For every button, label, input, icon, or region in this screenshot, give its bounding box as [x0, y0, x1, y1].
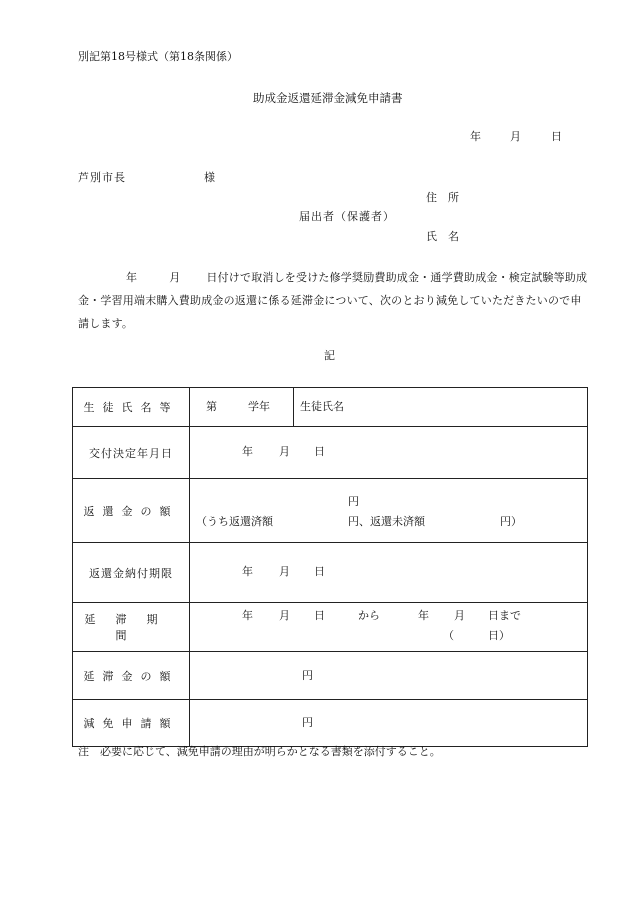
delay-to-day: 日まで	[488, 609, 521, 622]
ki-label: 記	[324, 349, 335, 362]
footnote: 注 必要に応じて、減免申請の理由が明らかとなる書類を添付すること。	[78, 745, 441, 758]
delay-period-value	[190, 603, 588, 652]
student-name-label: 生徒氏名	[300, 400, 344, 413]
delay-to-month: 月	[454, 609, 465, 622]
grade-prefix: 第	[206, 400, 217, 413]
unreturned-label: 円、返還未済額	[348, 515, 425, 528]
notifier-label: 届出者（保護者）	[299, 210, 395, 223]
row-reduction	[73, 700, 588, 747]
reduction-yen: 円	[302, 716, 313, 729]
row-student	[73, 388, 588, 427]
return-yen: 円	[348, 495, 359, 508]
delay-from-day: 日	[314, 609, 325, 622]
reduction-value	[190, 700, 588, 747]
student-value	[190, 388, 588, 427]
delay-from-month: 月	[279, 609, 290, 622]
date-month: 月	[510, 130, 521, 143]
row-decision	[73, 427, 588, 479]
delay-to-year: 年	[418, 609, 429, 622]
delay-days-close: 日）	[488, 629, 510, 642]
row-deadline	[73, 543, 588, 603]
application-table	[72, 387, 588, 747]
grade-suffix: 学年	[248, 400, 270, 413]
unreturned-yen: 円）	[500, 515, 522, 528]
decision-day: 日	[314, 445, 325, 458]
late-fee-yen: 円	[302, 669, 313, 682]
late-fee-value	[190, 652, 588, 700]
row-late-fee	[73, 652, 588, 700]
late-fee-label: 延滞金の額	[73, 652, 190, 700]
deadline-day: 日	[314, 565, 325, 578]
date-day: 日	[551, 130, 562, 143]
body-text: 日付けで取消しを受けた修学奨励費助成金・通学費助成金・検定試験等助成金・学習用端末購入費助成金の返還に係る延滞金について、次のとおり減免していただきたいので申請します。	[78, 271, 588, 330]
deadline-year: 年	[242, 565, 253, 578]
addressee-mayor: 芦別市長	[78, 171, 126, 184]
name-label: 氏 名	[426, 230, 459, 243]
grade-divider	[293, 388, 294, 426]
reduction-label: 減免申請額	[73, 700, 190, 747]
student-label: 生徒氏名等	[73, 388, 190, 427]
address-label: 住 所	[426, 191, 459, 204]
decision-label: 交付決定年月日	[73, 427, 190, 479]
deadline-value	[190, 543, 588, 603]
delay-from: から	[358, 609, 380, 622]
addressee-honorific: 様	[204, 171, 215, 184]
delay-from-year: 年	[242, 609, 253, 622]
date-year: 年	[470, 130, 481, 143]
decision-month: 月	[279, 445, 290, 458]
row-return-amount	[73, 479, 588, 543]
return-amount-value	[190, 479, 588, 543]
row-delay-period	[73, 603, 588, 652]
form-id: 別記第18号様式（第18条関係）	[78, 50, 238, 63]
decision-value	[190, 427, 588, 479]
body-paragraph	[78, 266, 588, 335]
body-year: 年	[126, 271, 138, 284]
decision-year: 年	[242, 445, 253, 458]
return-amount-label: 返還金の額	[73, 479, 190, 543]
delay-period-label: 延滞期間	[73, 603, 190, 652]
deadline-label: 返還金納付期限	[73, 543, 190, 603]
body-month: 月	[169, 271, 181, 284]
deadline-month: 月	[279, 565, 290, 578]
returned-label: （うち返還済額	[196, 515, 273, 528]
document-title: 助成金返還延滞金減免申請書	[253, 91, 403, 105]
delay-days-open: （	[443, 629, 454, 642]
